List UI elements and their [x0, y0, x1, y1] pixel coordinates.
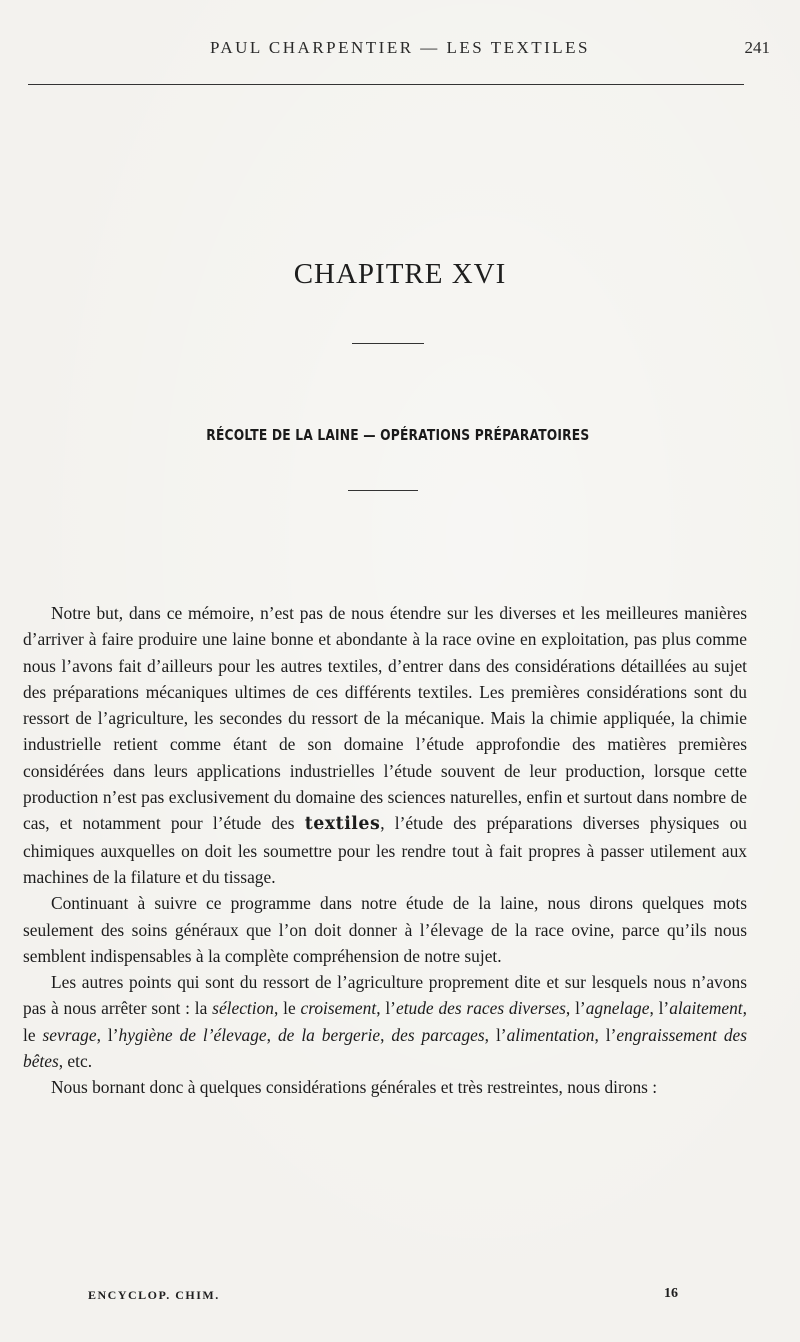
paragraph-3: Les autres points qui sont du ressort de l’agriculture proprement dite et sur lesquels nous n’avons pas à nous arrêter sont : la sélection, le croisement, l’etude des races diverses, l’agnelage, l’alaitement, le sevrage, l’hygiène de l’élevage, de la bergerie, des parcages, l’alimentation, l’engraissement des bêtes, etc.	[23, 972, 748, 1072]
section-heading: RÉCOLTE DE LA LAINE — OPÉRATIONS PRÉPARATOIRES	[206, 426, 590, 444]
paragraph-4: Nous bornant donc à quelques considérations générales et très restreintes, nous dirons :	[51, 1077, 658, 1098]
chapter-divider	[352, 343, 424, 344]
paragraph-1: Notre but, dans ce mémoire, n’est pas de nous étendre sur les diverses et les meilleures manières d’arriver à faire produire une laine bonne et abondante à la race ovine en exploitation, pas plus comme nous l’avons fait d’ailleurs pour les autres textiles, d’entrer dans des considérations détaillées au sujet des préparations mécaniques ultimes de ces différents textiles. Les premières considérations sont du ressort de l’agriculture, les secondes du ressort de la mécanique. Mais la chimie appliquée, la chimie industrielle retient comme étant de son domaine l’étude approfondie des matières premières considérées dans leurs applications industrielles l’étude souvent de leur production, lorsque cette production n’est pas exclusivement du domaine des sciences naturelles, enfin et surtout dans nombre de cas, et notamment pour l’étude des textiles, l’étude des préparations diverses physiques ou chimiques auxquelles on doit les soumettre pour les rendre tout à fait propres à passer utilement aux machines de la filature et du tissage.	[23, 603, 747, 887]
section-divider	[348, 490, 418, 491]
emphasis-textiles: textiles	[304, 814, 381, 835]
running-head	[30, 36, 770, 62]
running-title: PAUL CHARPENTIER — LES TEXTILES	[209, 38, 591, 57]
header-rule	[28, 84, 744, 85]
signature-mark: 16	[664, 1286, 678, 1301]
page-number: 241	[744, 38, 770, 57]
paragraph-2: Continuant à suivre ce programme dans notre étude de la laine, nous dirons quelques mots seulement des soins généraux que l’on doit donner à l’élevage de la race ovine, parce qu’ils nous semblent indispensables à la complète compréhension de notre sujet.	[23, 893, 747, 966]
footer	[88, 1288, 688, 1310]
body-text	[23, 600, 747, 1101]
footer-imprint: ENCYCLOP. CHIM.	[88, 1288, 220, 1302]
chapter-title: CHAPITRE XVI	[293, 258, 507, 290]
